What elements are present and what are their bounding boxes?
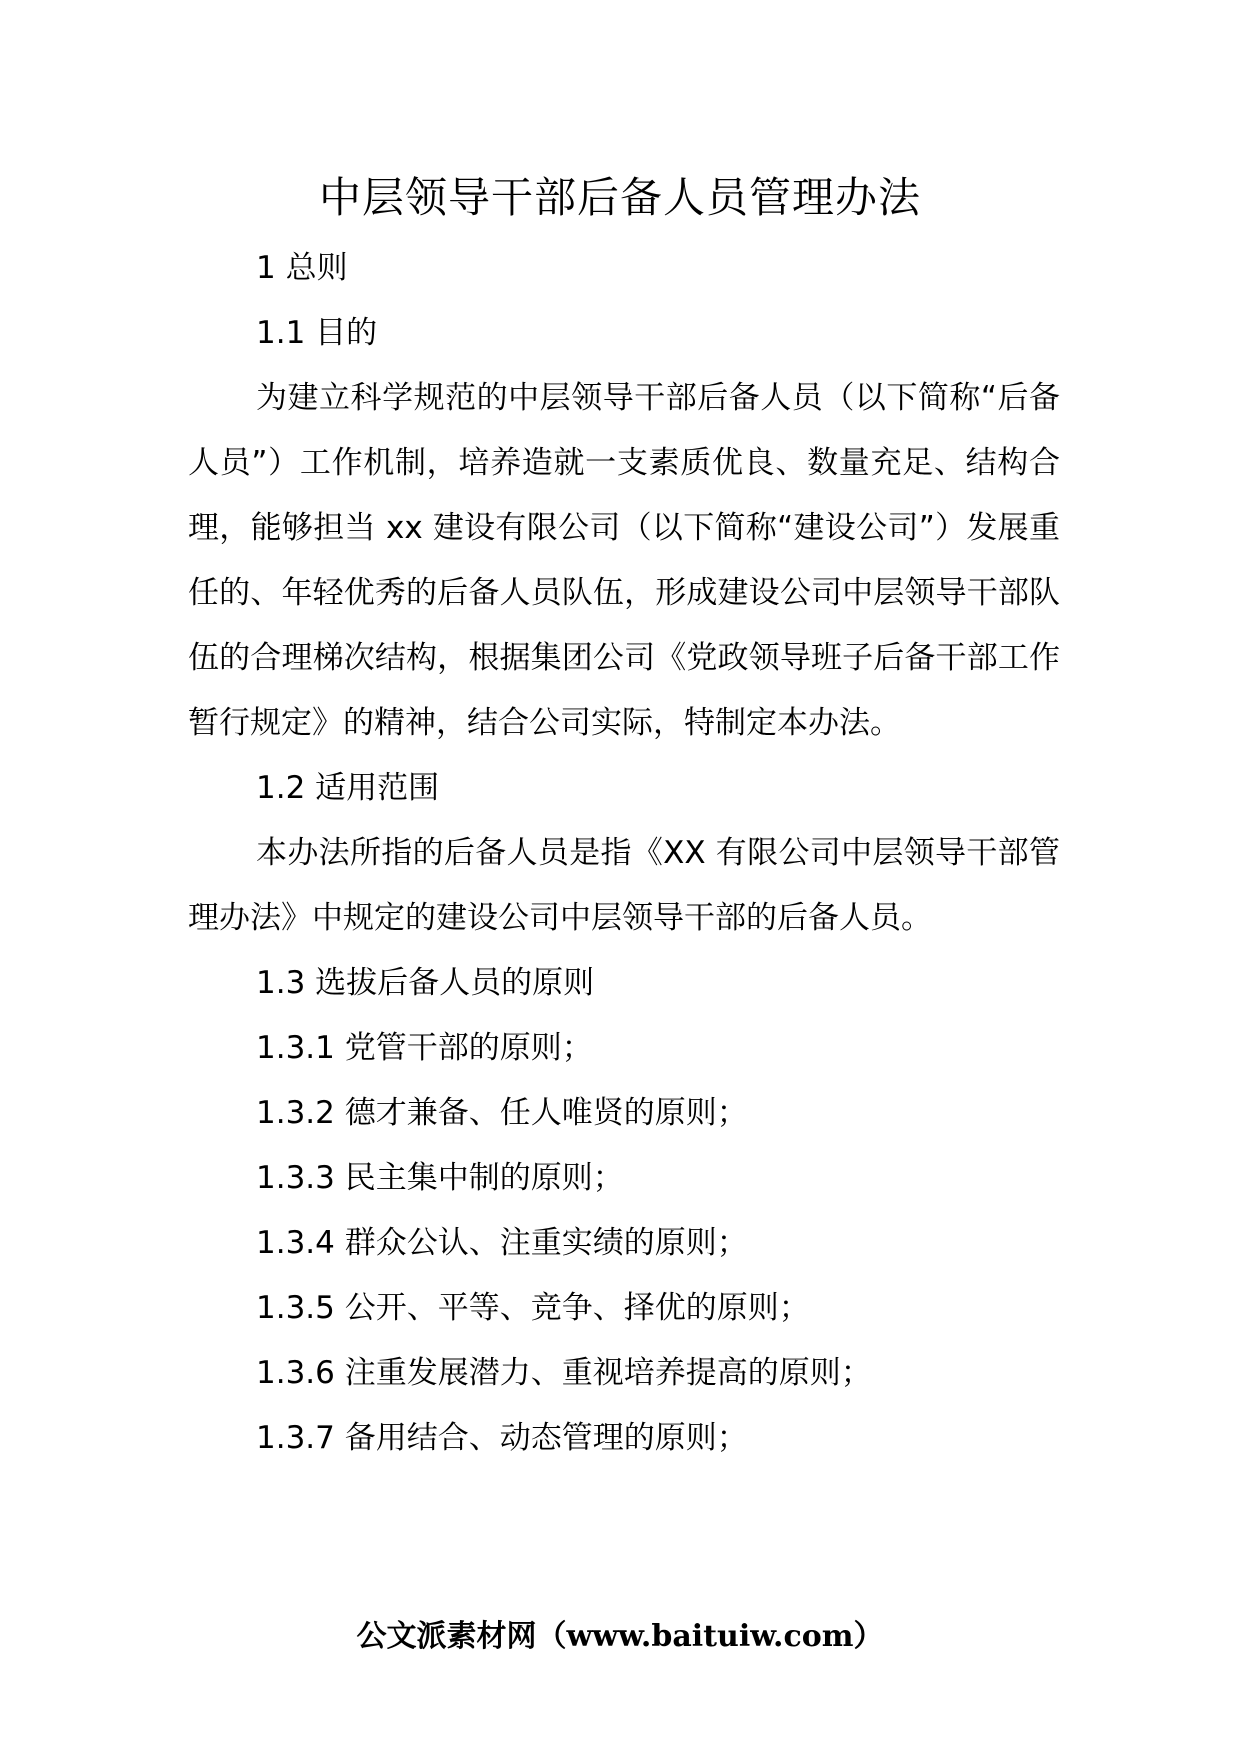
- document-body: [188, 236, 1060, 1471]
- paragraph-purpose: 为建立科学规范的中层领导干部后备人员（以下简称“后备人员”）工作机制，培养造就一支素质优良、数量充足、结构合理，能够担当 xx 建设有限公司（以下简称“建设公司”）发展重任的、年轻优秀的后备人员队伍，形成建设公司中层领导干部队伍的合理梯次结构，根据集团公司《党政领导班子后备干部工作暂行规定》的精神，结合公司实际，特制定本办法。: [188, 380, 1060, 741]
- principle-item: 1.3.5 公开、平等、竞争、择优的原则；: [256, 1290, 810, 1326]
- paragraph-scope: 本办法所指的后备人员是指《XX 有限公司中层领导干部管理办法》中规定的建设公司中层领导干部的后备人员。: [188, 835, 1060, 936]
- principle-item: 1.3.1 党管干部的原则；: [256, 1030, 593, 1066]
- heading-principles: 1.3 选拔后备人员的原则: [256, 965, 595, 1001]
- heading-scope: 1.2 适用范围: [256, 770, 440, 806]
- principle-item: 1.3.2 德才兼备、任人唯贤的原则；: [256, 1095, 748, 1131]
- document-title: 中层领导干部后备人员管理办法: [318, 173, 921, 222]
- heading-purpose: 1.1 目的: [256, 315, 378, 351]
- heading-general: 1 总则: [256, 250, 348, 286]
- principle-item: 1.3.7 备用结合、动态管理的原则；: [256, 1420, 748, 1456]
- principle-item: 1.3.3 民主集中制的原则；: [256, 1160, 624, 1196]
- principle-item: 1.3.4 群众公认、注重实绩的原则；: [256, 1225, 748, 1261]
- principle-item: 1.3.6 注重发展潜力、重视培养提高的原则；: [256, 1355, 872, 1391]
- footer-watermark: 公文派素材网（www.baituiw.com）: [356, 1619, 884, 1654]
